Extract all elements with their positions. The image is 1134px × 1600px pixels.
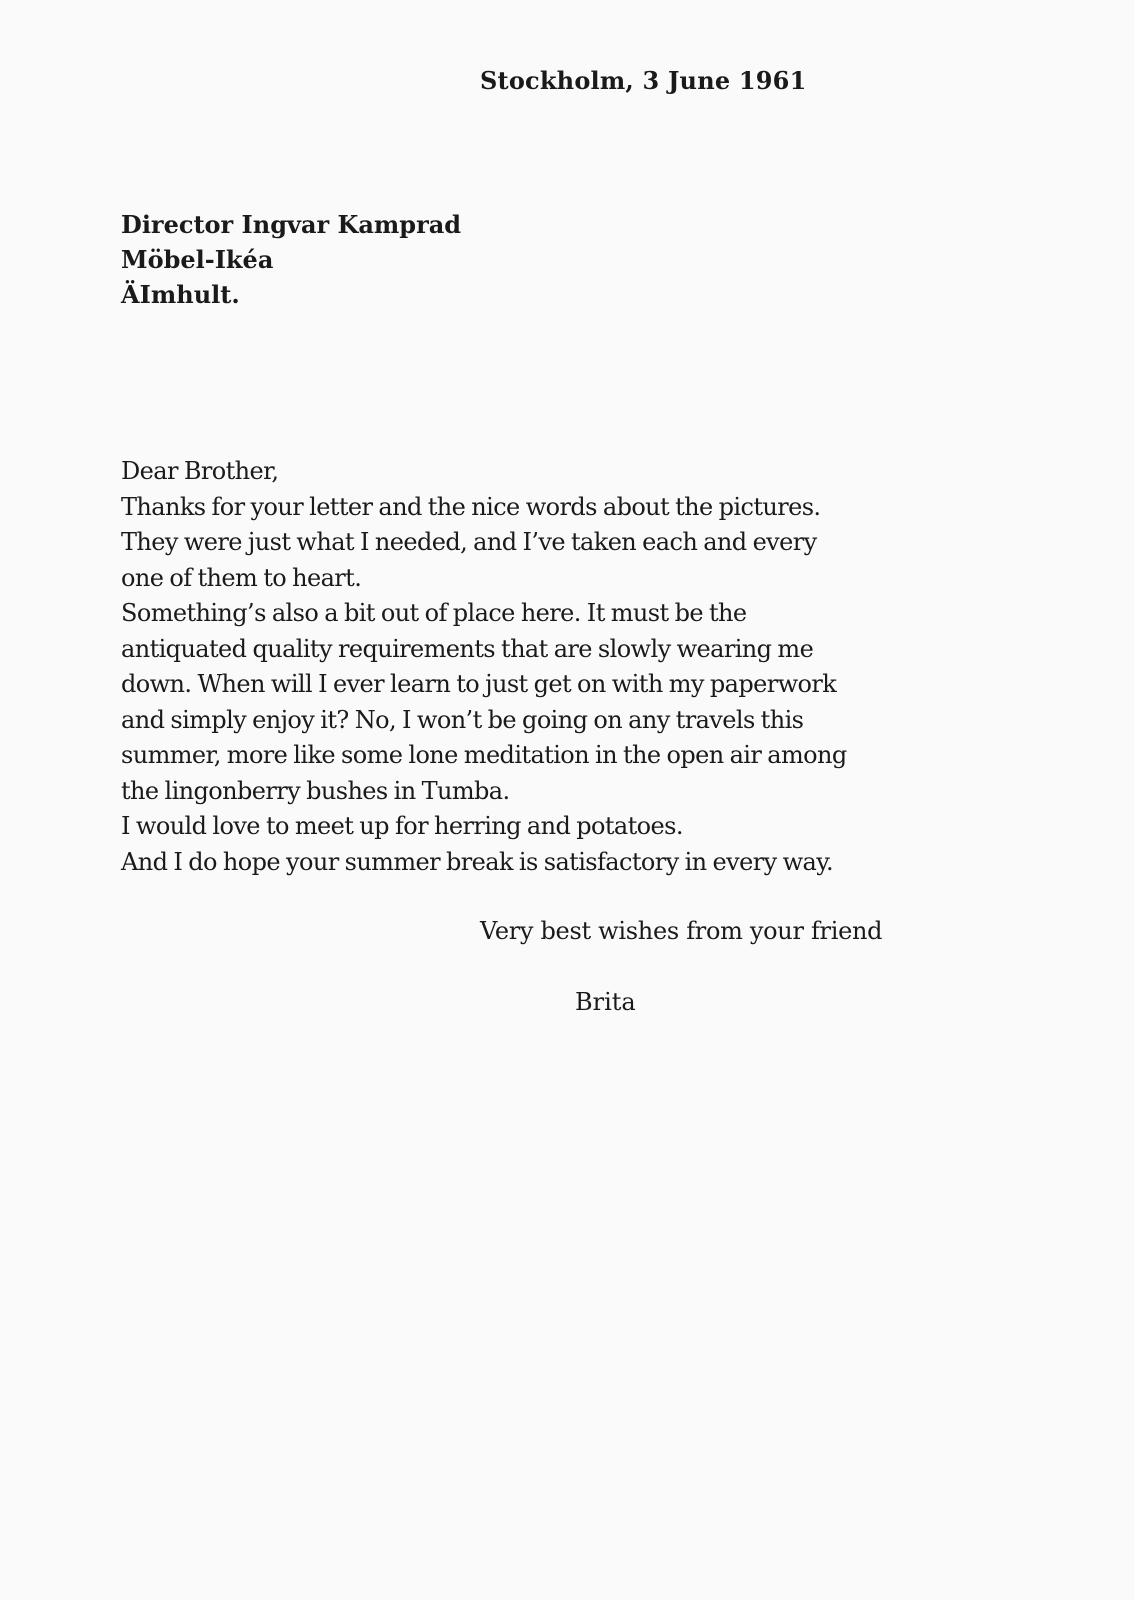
letter-body [121,454,847,880]
body-line: antiquated quality requirements that are slowly wearing me [121,634,814,663]
body-line: They were just what I needed, and I’ve taken each and every [121,528,817,556]
salutation: Dear Brother, [121,457,279,485]
body-line: I would love to meet up for herring and potatoes. [121,812,683,840]
body-line: the lingonberry bushes in Tumba. [121,776,510,805]
recipient-address [121,207,461,312]
body-line: one of them to heart. [121,563,362,592]
recipient-name: Director Ingvar Kamprad [121,210,462,239]
recipient-company: Möbel-Ikéa [121,245,274,274]
signature: Brita [575,988,636,1016]
body-line: Something’s also a bit out of place here. It must be the [121,599,747,627]
body-line: summer, more like some lone meditation in the open air among [121,741,847,769]
recipient-city: ÄImhult. [121,280,240,309]
body-line: down. When will I ever learn to just get on with my paperwork [121,670,837,698]
body-line: And I do hope your summer break is satisfactory in every way. [121,847,834,876]
dateline: Stockholm, 3 June 1961 [480,66,807,95]
closing: Very best wishes from your friend [480,917,883,945]
body-line: and simply enjoy it? No, I won’t be going on any travels this [121,705,804,734]
body-line: Thanks for your letter and the nice words about the pictures. [121,492,821,521]
